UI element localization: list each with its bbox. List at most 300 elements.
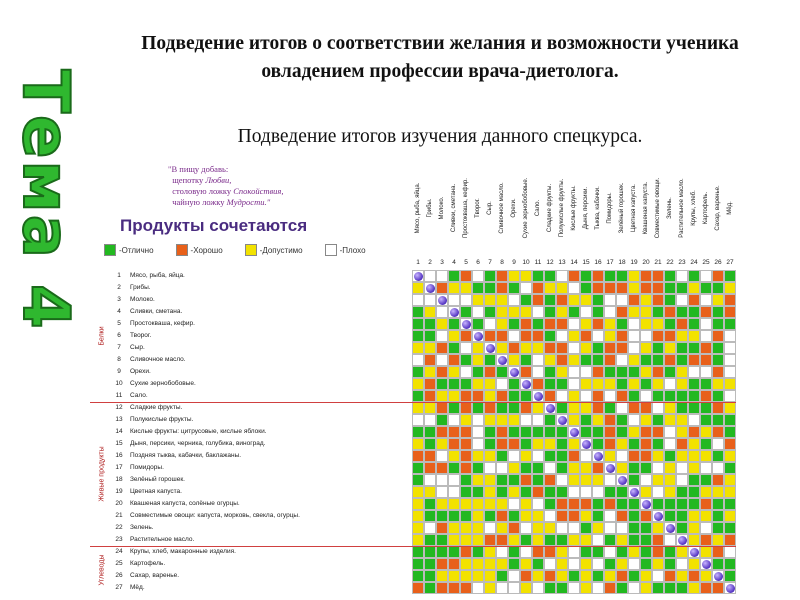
grid-cell [496,330,508,342]
grid-cell [700,426,712,438]
product-row [114,462,412,474]
grid-cell [472,366,484,378]
grid-cell [616,354,628,366]
grid-cell [712,354,724,366]
grid-cell [532,582,544,594]
grid-cell [724,462,736,474]
grid-cell [544,438,556,450]
grid-cell [520,354,532,366]
grid-cell [544,282,556,294]
grid-cell [628,534,640,546]
grid-cell [664,582,676,594]
grid-cell [472,426,484,438]
grid-cell [712,474,724,486]
row-number: 2 [117,284,121,291]
grid-cell [532,366,544,378]
product-row [114,474,412,486]
grid-cell [508,546,520,558]
grid-cell [700,438,712,450]
grid-cell [688,474,700,486]
grid-cell [496,402,508,414]
grid-cell [532,474,544,486]
column-header-text: Тыква, кабачки. [595,186,601,230]
column-header [652,158,664,258]
quote-line-1: "В пищу добавь: [168,164,229,174]
grid-cell [712,498,724,510]
group-label-text: Живые продукты [98,446,106,502]
grid-cell [616,426,628,438]
diagonal-marker [522,380,531,389]
column-number: 23 [678,259,686,266]
grid-cell [448,462,460,474]
grid-cell [628,462,640,474]
column-header-text: Простокваша, кефир. [463,178,469,238]
grid-cell [484,522,496,534]
column-number: 10 [522,259,530,266]
grid-cell [592,270,604,282]
grid-cell [460,306,472,318]
grid-cell [580,462,592,474]
grid-cell [664,426,676,438]
grid-cell [616,414,628,426]
diagonal-marker [714,572,723,581]
grid-cell [568,282,580,294]
grid-cell [436,522,448,534]
grid-cell [652,582,664,594]
grid-cell [688,318,700,330]
product-name: Молоко. [130,296,155,303]
grid-cell [712,450,724,462]
grid-cell [580,558,592,570]
grid-cell [520,282,532,294]
page-heading: Подведение итогов о соответствии желания и возможности ученика овладением профессии врача-диетолога. [141,33,739,82]
grid-cell [520,486,532,498]
column-header-text: Помидоры. [607,192,613,224]
diagonal-marker [582,440,591,449]
grid-cell [496,486,508,498]
grid-cell [412,318,424,330]
grid-cell [712,486,724,498]
grid-cell [640,282,652,294]
page-subheading: Подведение итогов изучения данного спецкурса. [237,126,643,147]
grid-cell [724,318,736,330]
grid-cell [508,330,520,342]
column-number: 4 [452,259,456,266]
grid-cell [652,486,664,498]
product-row [114,582,412,594]
grid-cell [436,486,448,498]
grid-cell [544,318,556,330]
grid-cell [592,306,604,318]
grid-cell [412,438,424,450]
column-header [712,158,724,258]
grid-cell [616,390,628,402]
grid-cell [532,402,544,414]
grid-cell [532,270,544,282]
product-row [114,366,412,378]
grid-cell [496,318,508,330]
column-header-text: Сливочное масло. [499,182,505,234]
grid-cell [556,534,568,546]
grid-cell [688,306,700,318]
grid-cell [544,498,556,510]
column-number: 2 [428,259,432,266]
grid-cell [652,558,664,570]
diagonal-marker [618,476,627,485]
column-header [448,158,460,258]
grid-cell [676,558,688,570]
grid-cell [460,270,472,282]
grid-cell [700,342,712,354]
grid-cell [640,354,652,366]
chart-quote [168,164,378,208]
grid-cell [412,498,424,510]
grid-cell [652,306,664,318]
grid-cell [544,354,556,366]
grid-cell [424,498,436,510]
grid-cell [580,510,592,522]
column-header [496,158,508,258]
grid-cell [508,354,520,366]
column-header [412,158,424,258]
column-header [592,158,604,258]
column-header [664,158,676,258]
product-row [114,426,412,438]
grid-cell [556,474,568,486]
column-header-text: Квашеная капуста. [643,181,649,235]
grid-cell [580,522,592,534]
grid-cell [436,570,448,582]
grid-cell [508,282,520,294]
grid-cell [568,486,580,498]
grid-cell [652,294,664,306]
product-name: Дыня, персики, черника, голубика, виноград. [130,440,266,447]
column-header [700,158,712,258]
grid-cell [592,354,604,366]
grid-cell [616,534,628,546]
grid-cell [724,450,736,462]
product-name: Сливки, сметана. [130,308,183,315]
grid-cell [520,546,532,558]
grid-cell [700,582,712,594]
grid-cell [496,462,508,474]
grid-cell [700,402,712,414]
column-number: 13 [558,259,566,266]
grid-cell [604,522,616,534]
row-number: 11 [115,392,123,399]
grid-cell [688,498,700,510]
grid-cell [460,330,472,342]
diagonal-marker [498,356,507,365]
grid-cell [652,378,664,390]
grid-cell [484,354,496,366]
row-number: 6 [117,332,121,339]
grid-cell [568,306,580,318]
product-row [114,294,412,306]
grid-cell [496,342,508,354]
column-header [520,158,532,258]
grid-cell [580,402,592,414]
grid-cell [688,534,700,546]
grid-cell [508,498,520,510]
row-number: 1 [117,272,121,279]
grid-cell [616,402,628,414]
grid-cell [484,486,496,498]
grid-cell [424,330,436,342]
grid-cell [484,462,496,474]
grid-cell [568,546,580,558]
diagonal-marker [666,524,675,533]
grid-cell [448,546,460,558]
grid-cell [532,570,544,582]
grid-cell [448,498,460,510]
column-header-text: Кислые фрукты. [571,185,577,231]
product-name: Крупы, хлеб, макаронные изделия. [130,548,236,555]
grid-cell [508,342,520,354]
legend-swatch [245,244,257,256]
grid-cell [616,282,628,294]
grid-cell [544,522,556,534]
grid-cell [508,438,520,450]
grid-cell [448,354,460,366]
row-number: 19 [115,488,123,495]
grid-cell [472,342,484,354]
grid-cell [580,306,592,318]
grid-cell [460,582,472,594]
product-row [114,534,412,546]
column-number: 1 [416,259,420,266]
grid-cell [676,414,688,426]
grid-cell [424,570,436,582]
column-number: 18 [618,259,626,266]
grid-cell [640,294,652,306]
grid-cell [460,474,472,486]
grid-cell [496,270,508,282]
product-name: Сливочное масло. [130,356,186,363]
diagonal-marker [594,452,603,461]
grid-cell [556,354,568,366]
grid-cell [508,450,520,462]
grid-cell [724,558,736,570]
grid-cell [496,378,508,390]
grid-cell [460,534,472,546]
grid-cell [700,354,712,366]
grid-cell [472,390,484,402]
grid-cell [520,462,532,474]
grid-cell [724,438,736,450]
quote-line-2-text: щепотку [172,175,206,185]
grid-cell [520,390,532,402]
grid-cell [640,402,652,414]
grid-cell [712,546,724,558]
grid-cell [688,486,700,498]
grid-cell [604,354,616,366]
grid-cell [628,426,640,438]
grid-cell [556,438,568,450]
diagonal-marker [510,368,519,377]
grid-cell [592,294,604,306]
grid-cell [544,330,556,342]
column-number: 11 [534,259,542,266]
product-name: Картофель. [130,560,166,567]
grid-cell [448,366,460,378]
grid-cell [568,534,580,546]
grid-cell [568,498,580,510]
grid-cell [484,474,496,486]
group-labels [90,270,114,598]
product-name: Простокваша, кефир. [130,320,195,327]
grid-cell [484,570,496,582]
grid-cell [628,402,640,414]
grid-cell [580,366,592,378]
grid-cell [496,474,508,486]
grid-cell [520,318,532,330]
grid-cell [424,426,436,438]
grid-cell [556,282,568,294]
grid-cell [556,390,568,402]
grid-cell [448,486,460,498]
grid-cell [628,306,640,318]
grid-cell [628,546,640,558]
grid-cell [496,414,508,426]
quote-line-3-ital: Спокойствия, [233,186,284,196]
grid-cell [628,270,640,282]
legend-item [325,244,366,256]
grid-cell [652,318,664,330]
grid-cell [604,546,616,558]
column-number: 7 [488,259,492,266]
grid-cell [616,498,628,510]
grid-cell [592,558,604,570]
grid-cell [604,366,616,378]
grid-cell [688,342,700,354]
grid-cell [508,378,520,390]
grid-cell [508,306,520,318]
grid-cell [520,534,532,546]
grid-cell [712,318,724,330]
grid-cell [676,522,688,534]
grid-cell [532,462,544,474]
grid-cell [592,402,604,414]
side-title [0,60,90,340]
grid-cell [412,570,424,582]
column-header-text: Совместимые овощи. [655,177,661,239]
grid-cell [652,342,664,354]
product-name: Сладкие фрукты. [130,404,183,411]
grid-cell [592,546,604,558]
grid-cell [508,486,520,498]
grid-cell [712,402,724,414]
grid-cell [628,330,640,342]
diagonal-marker [690,548,699,557]
grid-cell [628,582,640,594]
grid-cell [508,558,520,570]
grid-cell [436,402,448,414]
product-name: Кислые фрукты: цитрусовые, кислые яблоки. [130,428,267,435]
grid-cell [424,462,436,474]
grid-cell [448,438,460,450]
grid-cell [688,282,700,294]
grid-cell [532,294,544,306]
grid-cell [532,306,544,318]
grid-cell [688,462,700,474]
row-number: 24 [115,548,123,555]
grid-cell [472,486,484,498]
grid-cell [472,378,484,390]
diagonal-marker [462,320,471,329]
row-number: 7 [117,344,121,351]
grid-cell [724,534,736,546]
diagonal-marker [486,344,495,353]
grid-cell [616,342,628,354]
grid-cell [676,282,688,294]
grid-cell [496,558,508,570]
grid-cell [628,378,640,390]
grid-cell [604,534,616,546]
grid-cell [532,414,544,426]
diagonal-marker [438,296,447,305]
grid-cell [676,354,688,366]
grid-cell [448,534,460,546]
column-header [556,158,568,258]
grid-cell [652,522,664,534]
grid-cell [412,582,424,594]
grid-cell [448,294,460,306]
grid-cell [460,498,472,510]
grid-cell [652,354,664,366]
grid-cell [472,402,484,414]
column-header-text: Полукислые фрукты. [559,178,565,238]
grid-cell [496,534,508,546]
grid-cell [676,426,688,438]
grid-cell [700,282,712,294]
column-header [640,158,652,258]
grid-cell [436,354,448,366]
grid-cell [712,306,724,318]
grid-cell [460,510,472,522]
grid-cell [592,570,604,582]
grid-cell [412,474,424,486]
grid-cell [616,510,628,522]
column-header-text: Картофель. [703,191,709,225]
column-header [532,158,544,258]
grid-cell [520,510,532,522]
grid-cell [700,522,712,534]
grid-cell [592,282,604,294]
grid-cell [556,558,568,570]
grid-cell [532,330,544,342]
grid-cell [460,486,472,498]
grid-cell [412,510,424,522]
grid-cell [496,498,508,510]
grid-cell [676,318,688,330]
grid-cell [448,414,460,426]
grid-cell [592,474,604,486]
grid-cell [496,510,508,522]
grid-cell [604,294,616,306]
grid-cell [448,282,460,294]
grid-cell [448,450,460,462]
product-row [114,378,412,390]
grid-cell [520,582,532,594]
grid-cell [568,366,580,378]
grid-cell [616,450,628,462]
grid-cell [676,486,688,498]
grid-cell [484,438,496,450]
grid-cell [592,390,604,402]
grid-cell [544,450,556,462]
grid-cell [448,570,460,582]
